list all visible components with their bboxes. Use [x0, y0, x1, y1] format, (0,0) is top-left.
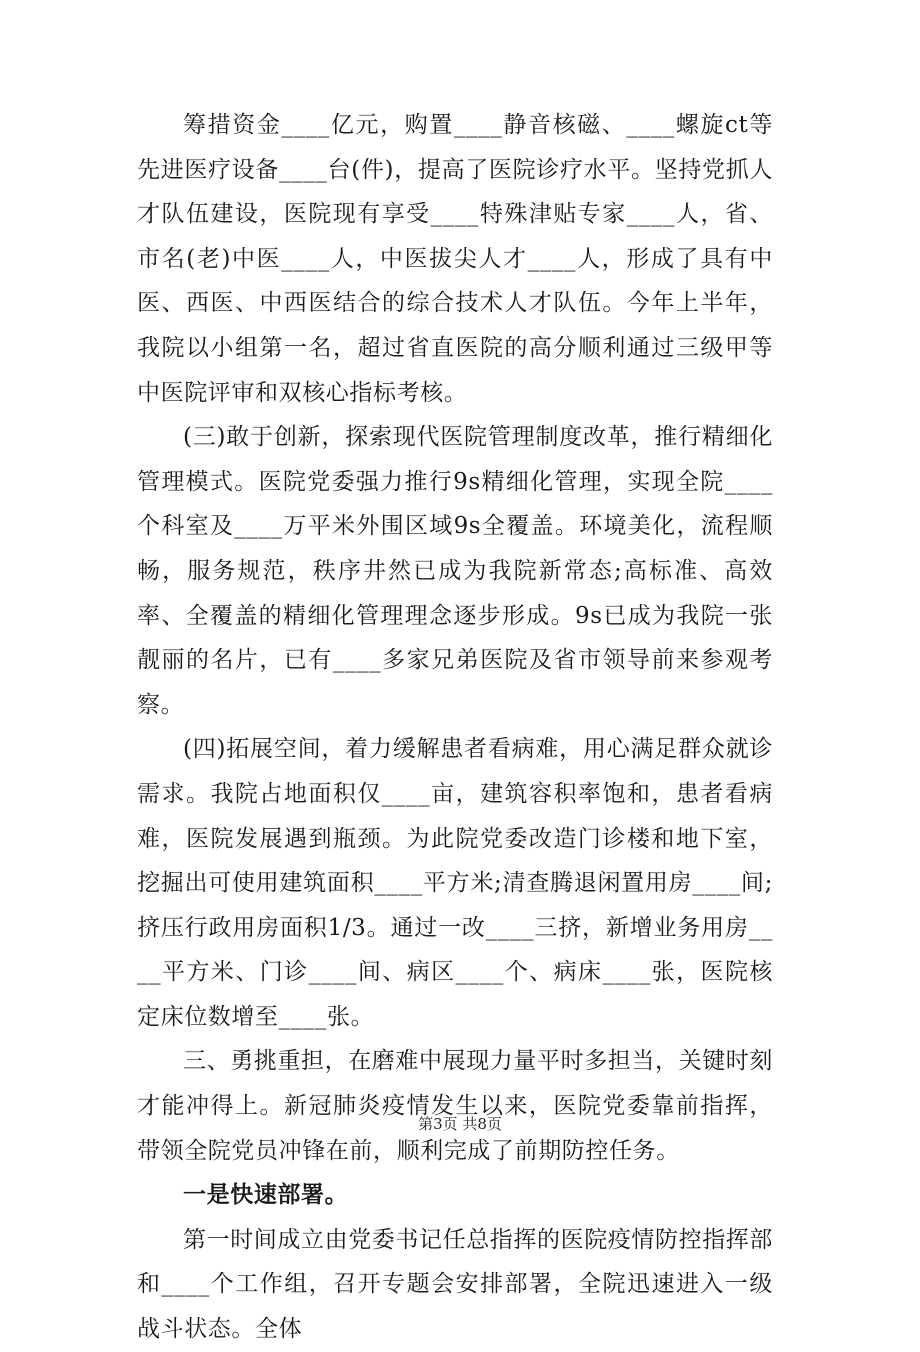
subheading-quick-deploy: 一是快速部署。	[183, 1181, 349, 1209]
paragraph-section-three: 三、勇挑重担，在磨难中展现力量平时多担当，关键时刻才能冲得上。新冠肺炎疫情发生以来，医院党委靠前指挥，带领全院党员冲锋在前，顺利完成了前期防控任务。	[137, 1048, 773, 1164]
page-number-footer: 第3页 共8页	[418, 1115, 502, 1133]
paragraph-equipment-talent: 筹措资金____亿元，购置____静音核磁、____螺旋ct等先进医疗设备____台(件)，提高了医院诊疗水平。坚持党抓人才队伍建设，医院现有享受____特殊津贴专家____人，省、市名(老)中医____人，中医拔尖人才____人，形成了具有中医、西医、中西医结合的综合技术人才队伍。今年上半年，我院以小组第一名，超过省直医院的高分顺利通过三级甲等中医院评审和双核心指标考核。	[137, 112, 773, 406]
paragraph-innovation-9s: (三)敢于创新，探索现代医院管理制度改革，推行精细化管理模式。医院党委强力推行9s精细化管理，实现全院____个科室及____万平米外围区域9s全覆盖。环境美化，流程顺畅，服务规范，秩序井然已成为我院新常态;高标准、高效率、全覆盖的精细化管理理念逐步形成。9s已成为我院一张靓丽的名片，已有____多家兄弟医院及省市领导前来参观考察。	[137, 424, 773, 718]
document-body	[137, 103, 773, 1352]
paragraph-command-center: 第一时间成立由党委书记任总指挥的医院疫情防控指挥部和____个工作组，召开专题会安排部署，全院迅速进入一级战斗状态。全体	[137, 1226, 773, 1343]
paragraph-expand-space: (四)拓展空间，着力缓解患者看病难，用心满足群众就诊需求。我院占地面积仅____亩，建筑容积率饱和，患者看病难，医院发展遇到瓶颈。为此院党委改造门诊楼和地下室，挖掘出可使用建筑面积____平方米;清查腾退闲置用房____间;挤压行政用房面积1/3。通过一改____三挤，新增业务用房____平方米、门诊____间、病区____个、病床____张，医院核定床位数增至____张。	[137, 736, 773, 1030]
